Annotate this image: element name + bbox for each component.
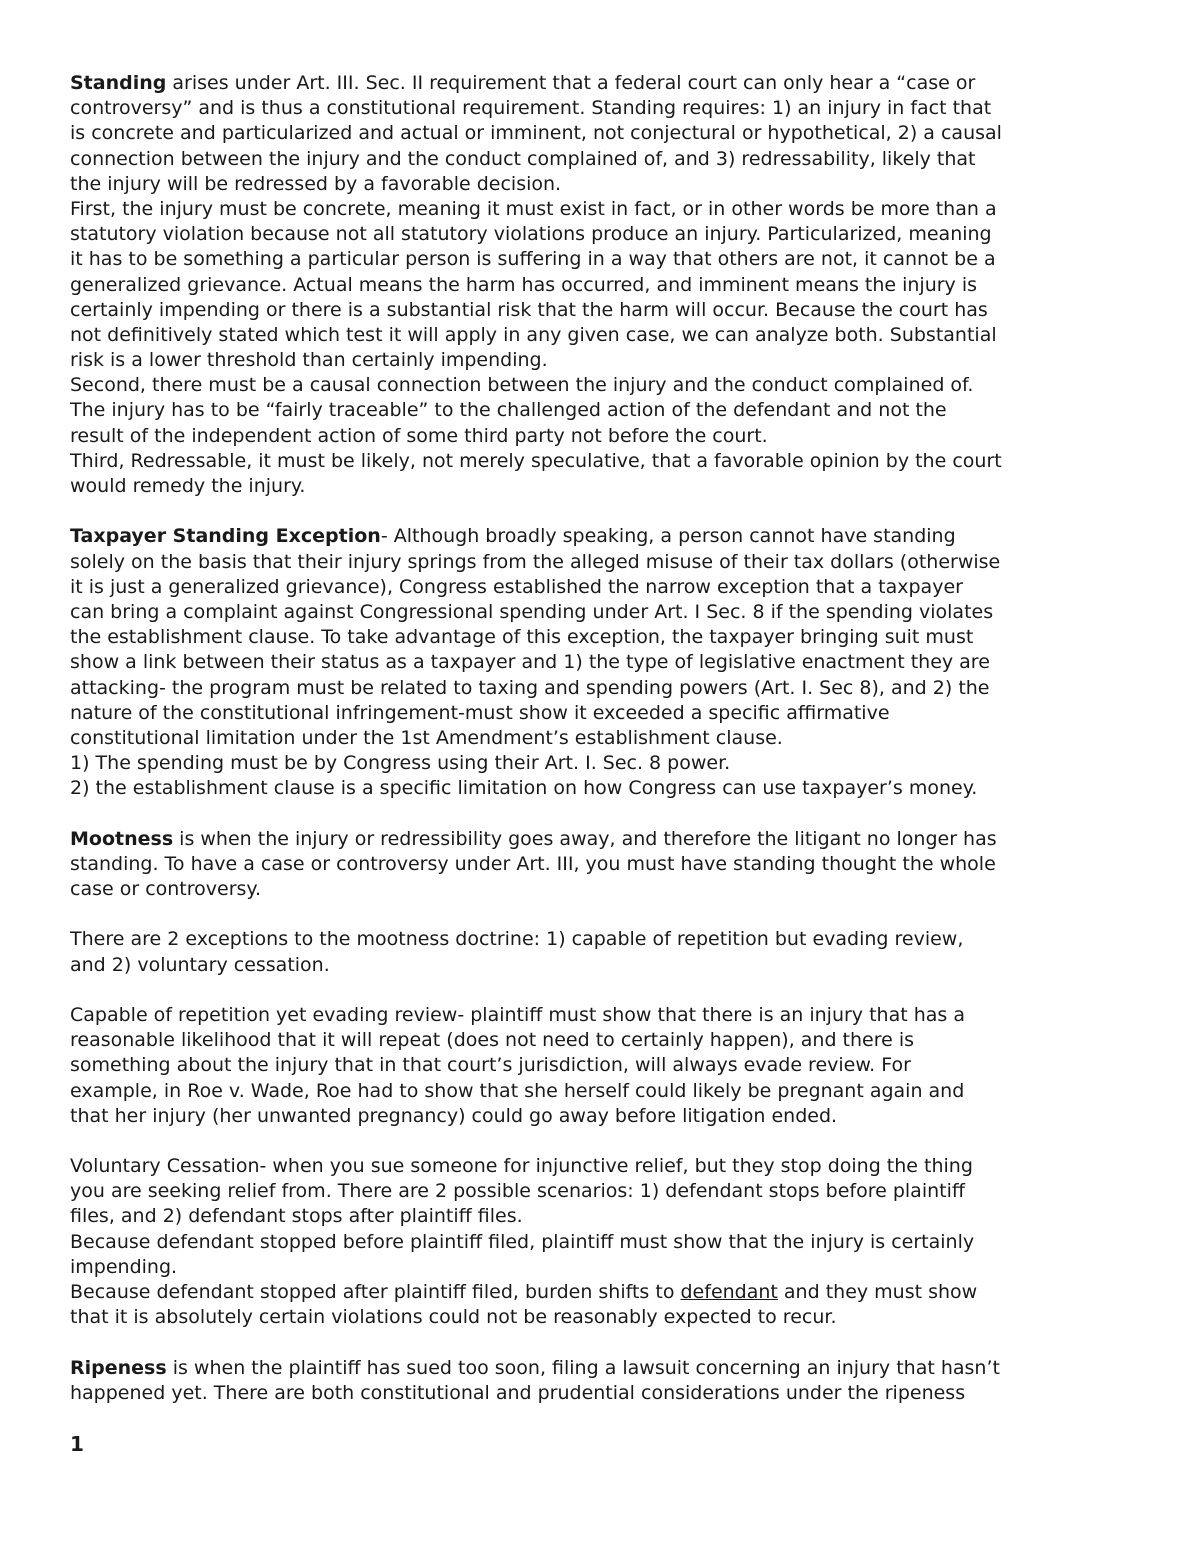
page-number: 1 bbox=[70, 1432, 84, 1456]
text-line bbox=[70, 978, 1150, 1003]
text-line bbox=[70, 147, 1150, 172]
line-text: that it is absolutely certain violations could not be reasonably expected to recur. bbox=[70, 1306, 837, 1329]
text-line bbox=[70, 902, 1150, 927]
text-line bbox=[70, 1129, 1150, 1154]
text-line bbox=[70, 1280, 1150, 1305]
heading-term: Ripeness bbox=[70, 1356, 167, 1379]
text-line bbox=[70, 373, 1150, 398]
line-text: would remedy the injury. bbox=[70, 475, 306, 497]
text-line bbox=[70, 524, 1150, 549]
line-text: Third, Redressable, it must be likely, not merely speculative, that a favorable opinion by the court bbox=[70, 449, 1002, 472]
line-text: is concrete and particularized and actual or imminent, not conjectural or hypothetical, 2) a causal bbox=[70, 122, 1002, 145]
text-line bbox=[70, 827, 1150, 852]
underlined-text: defendant bbox=[680, 1281, 778, 1303]
text-line bbox=[70, 726, 1150, 751]
line-text: standing. To have a case or controversy under Art. III, you must have standing thought the whole bbox=[70, 852, 996, 875]
text-line bbox=[70, 1255, 1150, 1280]
text-line bbox=[70, 1305, 1150, 1330]
line-text: 2) the establishment clause is a specific limitation on how Congress can use taxpayer’s money. bbox=[70, 777, 978, 800]
line-text: is when the injury or redressibility goes away, and therefore the litigant no longer has bbox=[173, 827, 997, 850]
line-text: happened yet. There are both constitutional and prudential considerations under the ripeness bbox=[70, 1381, 966, 1404]
line-text: case or controversy. bbox=[70, 878, 261, 900]
line-text: you are seeking relief from. There are 2 possible scenarios: 1) defendant stops before plaintiff bbox=[70, 1180, 965, 1203]
line-text: it has to be something a particular person is suffering in a way that others are not, it cannot be a bbox=[70, 248, 996, 271]
text-line bbox=[70, 852, 1150, 877]
text-line bbox=[70, 499, 1150, 524]
heading-term: Taxpayer Standing Exception bbox=[70, 525, 381, 548]
text-line bbox=[70, 801, 1150, 826]
text-line bbox=[70, 927, 1150, 952]
line-text: statutory violation because not all statutory violations produce an injury. Particularized, meaning bbox=[70, 223, 992, 246]
text-line bbox=[70, 96, 1150, 121]
line-text: and 2) voluntary cessation. bbox=[70, 953, 330, 976]
text-line bbox=[70, 1053, 1150, 1078]
text-line bbox=[70, 550, 1150, 575]
text-line bbox=[70, 701, 1150, 726]
text-line bbox=[70, 1028, 1150, 1053]
text-line bbox=[70, 348, 1150, 373]
line-text: that her injury (her unwanted pregnancy) could go away before litigation ended. bbox=[70, 1104, 838, 1127]
text-line bbox=[70, 71, 1150, 96]
line-text: Because defendant stopped after plaintiff filed, burden shifts to bbox=[70, 1281, 681, 1303]
text-line bbox=[70, 953, 1150, 978]
text-line bbox=[70, 1154, 1150, 1179]
line-text: connection between the injury and the conduct complained of, and 3) redressability, likely that bbox=[70, 147, 976, 170]
line-text: show a link between their status as a taxpayer and 1) the type of legislative enactment they are bbox=[70, 651, 990, 674]
text-line bbox=[70, 247, 1150, 272]
text-line bbox=[70, 474, 1150, 499]
line-text: Second, there must be a causal connection between the injury and the conduct complained of. bbox=[70, 374, 974, 397]
line-text: attacking- the program must be related to taxing and spending powers (Art. I. Sec 8), and 2) the bbox=[70, 676, 990, 699]
heading-term: Standing bbox=[70, 72, 167, 94]
line-text: First, the injury must be concrete, meaning it must exist in fact, or in other words be more than a bbox=[70, 197, 997, 220]
line-text: result of the independent action of some third party not before the court. bbox=[70, 424, 768, 447]
text-line bbox=[70, 575, 1150, 600]
text-line bbox=[70, 625, 1150, 650]
text-line bbox=[70, 1230, 1150, 1255]
line-text: Capable of repetition yet evading review- plaintiff must show that there is an injury that has a bbox=[70, 1003, 965, 1026]
text-line bbox=[70, 776, 1150, 801]
text-line bbox=[70, 1079, 1150, 1104]
line-text: certainly impending or there is a substantial risk that the harm will occur. Because the court has bbox=[70, 298, 988, 321]
text-line bbox=[70, 398, 1150, 423]
text-line bbox=[70, 1179, 1150, 1204]
text-line bbox=[70, 1381, 1150, 1406]
line-text: the establishment clause. To take advantage of this exception, the taxpayer bringing suit must bbox=[70, 626, 974, 649]
line-text: 1) The spending must be by Congress using their Art. I. Sec. 8 power. bbox=[70, 752, 731, 775]
line-text: There are 2 exceptions to the mootness doctrine: 1) capable of repetition but evading review, bbox=[70, 928, 964, 951]
text-line bbox=[70, 676, 1150, 701]
text-line bbox=[70, 273, 1150, 298]
line-text: and they must show bbox=[777, 1281, 978, 1303]
line-text: files, and 2) defendant stops after plaintiff files. bbox=[70, 1205, 523, 1228]
line-text: can bring a complaint against Congressional spending under Art. I Sec. 8 if the spending violates bbox=[70, 600, 994, 623]
text-line bbox=[70, 121, 1150, 146]
line-text: Because defendant stopped before plaintiff filed, plaintiff must show that the injury is certainly bbox=[70, 1230, 975, 1253]
line-text: the injury will be redressed by a favorable decision. bbox=[70, 172, 562, 195]
text-line bbox=[70, 751, 1150, 776]
line-text: constitutional limitation under the 1st Amendment’s establishment clause. bbox=[70, 726, 783, 749]
document-body bbox=[70, 71, 1150, 1406]
text-line bbox=[70, 1330, 1150, 1355]
text-line bbox=[70, 1104, 1150, 1129]
text-line bbox=[70, 172, 1150, 197]
line-text: example, in Roe v. Wade, Roe had to show that she herself could likely be pregnant again and bbox=[70, 1079, 965, 1102]
line-text: impending. bbox=[70, 1255, 178, 1278]
line-text: - Although broadly speaking, a person cannot have standing bbox=[380, 525, 956, 548]
line-text: risk is a lower threshold than certainly impending. bbox=[70, 349, 548, 372]
line-text: controversy” and is thus a constitutional requirement. Standing requires: 1) an injury in fact that bbox=[70, 97, 992, 120]
text-line bbox=[70, 1204, 1150, 1229]
text-line bbox=[70, 650, 1150, 675]
text-line bbox=[70, 298, 1150, 323]
line-text: not definitively stated which test it will apply in any given case, we can analyze both. Substantial bbox=[70, 323, 997, 346]
text-line bbox=[70, 222, 1150, 247]
text-line bbox=[70, 1356, 1150, 1381]
text-line bbox=[70, 424, 1150, 449]
line-text: nature of the constitutional infringement-must show it exceeded a specific affirmative bbox=[70, 701, 890, 724]
line-text: Voluntary Cessation- when you sue someone for injunctive relief, but they stop doing the thing bbox=[70, 1155, 973, 1178]
text-line bbox=[70, 1003, 1150, 1028]
line-text: arises under Art. III. Sec. II requirement that a federal court can only hear a “case or bbox=[166, 72, 976, 94]
text-line bbox=[70, 197, 1150, 222]
text-line bbox=[70, 600, 1150, 625]
line-text: is when the plaintiff has sued too soon, filing a lawsuit concerning an injury that hasn’t bbox=[166, 1356, 1000, 1379]
line-text: The injury has to be “fairly traceable” to the challenged action of the defendant and not the bbox=[70, 399, 947, 422]
text-line bbox=[70, 449, 1150, 474]
line-text: generalized grievance. Actual means the harm has occurred, and imminent means the injury is bbox=[70, 273, 978, 296]
text-line bbox=[70, 323, 1150, 348]
line-text: something about the injury that in that court’s jurisdiction, will always evade review. For bbox=[70, 1054, 911, 1077]
heading-term: Mootness bbox=[70, 827, 174, 850]
line-text: it is just a generalized grievance), Congress established the narrow exception that a taxpayer bbox=[70, 575, 963, 598]
line-text: reasonable likelihood that it will repeat (does not need to certainly happen), and there is bbox=[70, 1029, 915, 1052]
line-text: solely on the basis that their injury springs from the alleged misuse of their tax dollars (otherwise bbox=[70, 550, 1001, 573]
text-line bbox=[70, 877, 1150, 902]
